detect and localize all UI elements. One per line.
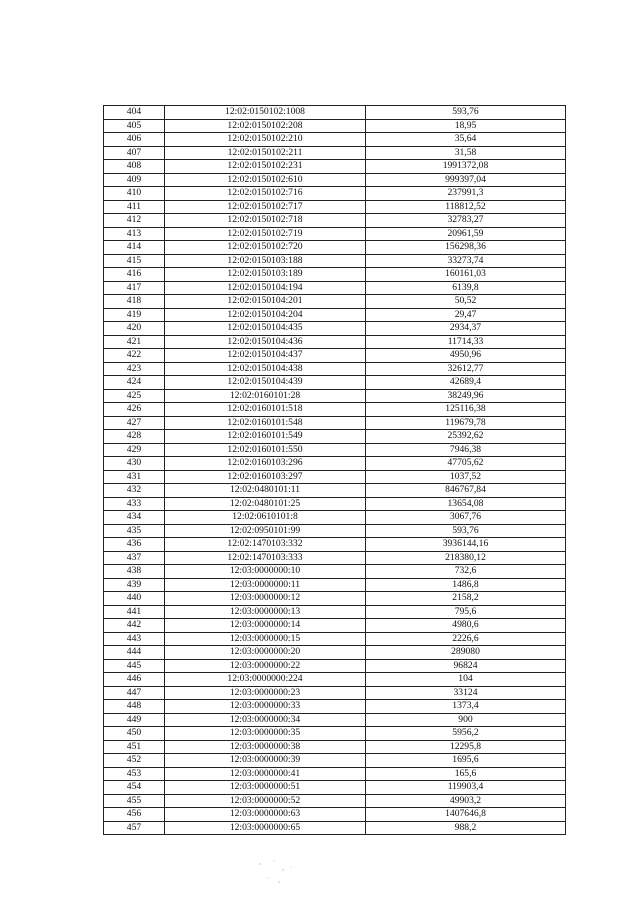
cadastral-number-cell: 12:03:0000000:52: [165, 794, 366, 808]
row-number-cell: 426: [104, 403, 165, 417]
table-row: [104, 281, 566, 295]
cadastral-number-cell: 12:03:0000000:65: [165, 821, 366, 835]
cadastral-number-cell: 12:03:0000000:224: [165, 673, 366, 687]
table-row: [104, 187, 566, 201]
value-cell: 119679,78: [366, 416, 566, 430]
cadastral-number-cell: 12:02:0150104:435: [165, 322, 366, 336]
table-row: [104, 484, 566, 498]
cadastral-number-cell: 12:03:0000000:23: [165, 686, 366, 700]
value-cell: 3936144,16: [366, 538, 566, 552]
value-cell: 289080: [366, 646, 566, 660]
row-number-cell: 443: [104, 632, 165, 646]
table-row: [104, 605, 566, 619]
row-number-cell: 452: [104, 754, 165, 768]
table-row: [104, 376, 566, 390]
row-number-cell: 405: [104, 119, 165, 133]
value-cell: 11714,33: [366, 335, 566, 349]
value-cell: 33124: [366, 686, 566, 700]
cadastral-number-cell: 12:02:0150102:210: [165, 133, 366, 147]
row-number-cell: 446: [104, 673, 165, 687]
value-cell: 165,6: [366, 767, 566, 781]
table-row: [104, 511, 566, 525]
table-row: [104, 241, 566, 255]
table-row: [104, 214, 566, 228]
cadastral-number-cell: 12:02:0160103:297: [165, 470, 366, 484]
value-cell: 218380,12: [366, 551, 566, 565]
cadastral-number-cell: 12:02:0150104:436: [165, 335, 366, 349]
row-number-cell: 451: [104, 740, 165, 754]
value-cell: 593,76: [366, 106, 566, 120]
value-cell: 31,58: [366, 146, 566, 160]
table-row: [104, 646, 566, 660]
cadastral-number-cell: 12:03:0000000:12: [165, 592, 366, 606]
cadastral-number-cell: 12:02:0150104:438: [165, 362, 366, 376]
row-number-cell: 422: [104, 349, 165, 363]
table-row: [104, 349, 566, 363]
value-cell: 846767,84: [366, 484, 566, 498]
cadastral-number-cell: 12:02:0160101:549: [165, 430, 366, 444]
cadastral-number-cell: 12:03:0000000:34: [165, 713, 366, 727]
value-cell: 32612,77: [366, 362, 566, 376]
row-number-cell: 439: [104, 578, 165, 592]
table-row: [104, 295, 566, 309]
value-cell: 2158,2: [366, 592, 566, 606]
value-cell: 29,47: [366, 308, 566, 322]
cadastral-number-cell: 12:02:0150102:208: [165, 119, 366, 133]
value-cell: 5956,2: [366, 727, 566, 741]
row-number-cell: 410: [104, 187, 165, 201]
row-number-cell: 423: [104, 362, 165, 376]
table-row: [104, 578, 566, 592]
row-number-cell: 435: [104, 524, 165, 538]
row-number-cell: 433: [104, 497, 165, 511]
value-cell: 3067,76: [366, 511, 566, 525]
cadastral-number-cell: 12:02:1470103:332: [165, 538, 366, 552]
table-row: [104, 754, 566, 768]
table-row: [104, 254, 566, 268]
table-row: [104, 389, 566, 403]
table-row: [104, 443, 566, 457]
row-number-cell: 408: [104, 160, 165, 174]
table-row: [104, 457, 566, 471]
cadastral-number-cell: 12:03:0000000:41: [165, 767, 366, 781]
row-number-cell: 432: [104, 484, 165, 498]
table-row: [104, 619, 566, 633]
table-row: [104, 308, 566, 322]
row-number-cell: 420: [104, 322, 165, 336]
table-row: [104, 173, 566, 187]
row-number-cell: 440: [104, 592, 165, 606]
value-cell: 35,64: [366, 133, 566, 147]
cadastral-number-cell: 12:02:0480101:11: [165, 484, 366, 498]
table-row: [104, 700, 566, 714]
row-number-cell: 438: [104, 565, 165, 579]
table-row: [104, 362, 566, 376]
cadastral-number-cell: 12:03:0000000:20: [165, 646, 366, 660]
row-number-cell: 441: [104, 605, 165, 619]
table-row: [104, 821, 566, 835]
cadastral-number-cell: 12:02:0160101:548: [165, 416, 366, 430]
table-row: [104, 794, 566, 808]
value-cell: 1991372,08: [366, 160, 566, 174]
value-cell: 4980,6: [366, 619, 566, 633]
row-number-cell: 428: [104, 430, 165, 444]
row-number-cell: 456: [104, 808, 165, 822]
value-cell: 50,52: [366, 295, 566, 309]
value-cell: 38249,96: [366, 389, 566, 403]
value-cell: 7946,38: [366, 443, 566, 457]
table-row: [104, 565, 566, 579]
value-cell: 2226,6: [366, 632, 566, 646]
table-row: [104, 659, 566, 673]
cadastral-number-cell: 12:02:0150102:211: [165, 146, 366, 160]
cadastral-number-cell: 12:02:0950101:99: [165, 524, 366, 538]
cadastral-number-cell: 12:02:0610101:8: [165, 511, 366, 525]
cadastral-number-cell: 12:02:0150104:204: [165, 308, 366, 322]
table-row: [104, 335, 566, 349]
table-row: [104, 416, 566, 430]
table-row: [104, 524, 566, 538]
cadastral-number-cell: 12:03:0000000:38: [165, 740, 366, 754]
value-cell: 32783,27: [366, 214, 566, 228]
value-cell: 160161,03: [366, 268, 566, 282]
row-number-cell: 453: [104, 767, 165, 781]
cadastral-number-cell: 12:03:0000000:33: [165, 700, 366, 714]
row-number-cell: 417: [104, 281, 165, 295]
row-number-cell: 407: [104, 146, 165, 160]
row-number-cell: 430: [104, 457, 165, 471]
table-row: [104, 200, 566, 214]
row-number-cell: 419: [104, 308, 165, 322]
cadastral-value-table: [103, 105, 566, 835]
cadastral-number-cell: 12:03:0000000:11: [165, 578, 366, 592]
table-row: [104, 430, 566, 444]
value-cell: 732,6: [366, 565, 566, 579]
value-cell: 4950,96: [366, 349, 566, 363]
row-number-cell: 431: [104, 470, 165, 484]
value-cell: 119903,4: [366, 781, 566, 795]
table-row: [104, 403, 566, 417]
value-cell: 1373,4: [366, 700, 566, 714]
row-number-cell: 415: [104, 254, 165, 268]
table-row: [104, 268, 566, 282]
cadastral-number-cell: 12:03:0000000:15: [165, 632, 366, 646]
row-number-cell: 424: [104, 376, 165, 390]
table-row: [104, 133, 566, 147]
row-number-cell: 447: [104, 686, 165, 700]
row-number-cell: 448: [104, 700, 165, 714]
value-cell: 6139,8: [366, 281, 566, 295]
table-row: [104, 227, 566, 241]
value-cell: 20961,59: [366, 227, 566, 241]
cadastral-number-cell: 12:02:0150104:439: [165, 376, 366, 390]
value-cell: 49903,2: [366, 794, 566, 808]
row-number-cell: 445: [104, 659, 165, 673]
value-cell: 33273,74: [366, 254, 566, 268]
table-row: [104, 740, 566, 754]
table-row: [104, 592, 566, 606]
value-cell: 1486,8: [366, 578, 566, 592]
cadastral-number-cell: 12:02:0160101:550: [165, 443, 366, 457]
value-cell: 104: [366, 673, 566, 687]
row-number-cell: 455: [104, 794, 165, 808]
table-row: [104, 551, 566, 565]
cadastral-number-cell: 12:02:0150102:231: [165, 160, 366, 174]
row-number-cell: 449: [104, 713, 165, 727]
table-row: [104, 497, 566, 511]
cadastral-number-cell: 12:03:0000000:10: [165, 565, 366, 579]
table-row: [104, 470, 566, 484]
cadastral-number-cell: 12:02:0150104:194: [165, 281, 366, 295]
value-cell: 1037,52: [366, 470, 566, 484]
value-cell: 42689,4: [366, 376, 566, 390]
cadastral-number-cell: 12:02:0150102:717: [165, 200, 366, 214]
row-number-cell: 444: [104, 646, 165, 660]
cadastral-number-cell: 12:02:0160103:296: [165, 457, 366, 471]
row-number-cell: 413: [104, 227, 165, 241]
value-cell: 593,76: [366, 524, 566, 538]
value-cell: 118812,52: [366, 200, 566, 214]
value-cell: 988,2: [366, 821, 566, 835]
cadastral-number-cell: 12:02:0150102:720: [165, 241, 366, 255]
value-cell: 125116,38: [366, 403, 566, 417]
cadastral-number-cell: 12:03:0000000:13: [165, 605, 366, 619]
row-number-cell: 411: [104, 200, 165, 214]
value-cell: 900: [366, 713, 566, 727]
table-row: [104, 713, 566, 727]
cadastral-number-cell: 12:02:0150102:1008: [165, 106, 366, 120]
cadastral-number-cell: 12:02:1470103:333: [165, 551, 366, 565]
value-cell: 25392,62: [366, 430, 566, 444]
row-number-cell: 416: [104, 268, 165, 282]
row-number-cell: 409: [104, 173, 165, 187]
row-number-cell: 414: [104, 241, 165, 255]
cadastral-number-cell: 12:02:0160101:28: [165, 389, 366, 403]
table-row: [104, 322, 566, 336]
cadastral-number-cell: 12:02:0480101:25: [165, 497, 366, 511]
table-row: [104, 781, 566, 795]
value-cell: 1695,6: [366, 754, 566, 768]
table-body: [104, 106, 566, 835]
cadastral-number-cell: 12:02:0150102:716: [165, 187, 366, 201]
table-row: [104, 160, 566, 174]
table-row: [104, 119, 566, 133]
table-row: [104, 686, 566, 700]
table-row: [104, 808, 566, 822]
table-row: [104, 538, 566, 552]
table-row: [104, 767, 566, 781]
table-row: [104, 632, 566, 646]
value-cell: 1407646,8: [366, 808, 566, 822]
row-number-cell: 437: [104, 551, 165, 565]
value-cell: 237991,3: [366, 187, 566, 201]
value-cell: 13654,08: [366, 497, 566, 511]
cadastral-number-cell: 12:02:0150103:188: [165, 254, 366, 268]
value-cell: 795,6: [366, 605, 566, 619]
row-number-cell: 436: [104, 538, 165, 552]
table-row: [104, 106, 566, 120]
value-cell: 2934,37: [366, 322, 566, 336]
value-cell: 96824: [366, 659, 566, 673]
value-cell: 18,95: [366, 119, 566, 133]
cadastral-number-cell: 12:02:0150102:719: [165, 227, 366, 241]
cadastral-number-cell: 12:03:0000000:14: [165, 619, 366, 633]
cadastral-number-cell: 12:03:0000000:39: [165, 754, 366, 768]
scan-artifact-marks: [250, 858, 300, 888]
cadastral-number-cell: 12:03:0000000:51: [165, 781, 366, 795]
cadastral-number-cell: 12:03:0000000:35: [165, 727, 366, 741]
cadastral-number-cell: 12:02:0150103:189: [165, 268, 366, 282]
table-row: [104, 673, 566, 687]
row-number-cell: 450: [104, 727, 165, 741]
row-number-cell: 434: [104, 511, 165, 525]
cadastral-number-cell: 12:02:0160101:518: [165, 403, 366, 417]
row-number-cell: 427: [104, 416, 165, 430]
table-row: [104, 727, 566, 741]
cadastral-number-cell: 12:02:0150102:718: [165, 214, 366, 228]
cadastral-number-cell: 12:03:0000000:22: [165, 659, 366, 673]
value-cell: 156298,36: [366, 241, 566, 255]
value-cell: 12295,8: [366, 740, 566, 754]
cadastral-number-cell: 12:02:0150102:610: [165, 173, 366, 187]
row-number-cell: 457: [104, 821, 165, 835]
cadastral-number-cell: 12:03:0000000:63: [165, 808, 366, 822]
row-number-cell: 421: [104, 335, 165, 349]
row-number-cell: 425: [104, 389, 165, 403]
row-number-cell: 429: [104, 443, 165, 457]
cadastral-number-cell: 12:02:0150104:437: [165, 349, 366, 363]
value-cell: 47705,62: [366, 457, 566, 471]
table-row: [104, 146, 566, 160]
row-number-cell: 442: [104, 619, 165, 633]
row-number-cell: 404: [104, 106, 165, 120]
row-number-cell: 412: [104, 214, 165, 228]
row-number-cell: 406: [104, 133, 165, 147]
row-number-cell: 454: [104, 781, 165, 795]
cadastral-number-cell: 12:02:0150104:201: [165, 295, 366, 309]
row-number-cell: 418: [104, 295, 165, 309]
value-cell: 999397,04: [366, 173, 566, 187]
